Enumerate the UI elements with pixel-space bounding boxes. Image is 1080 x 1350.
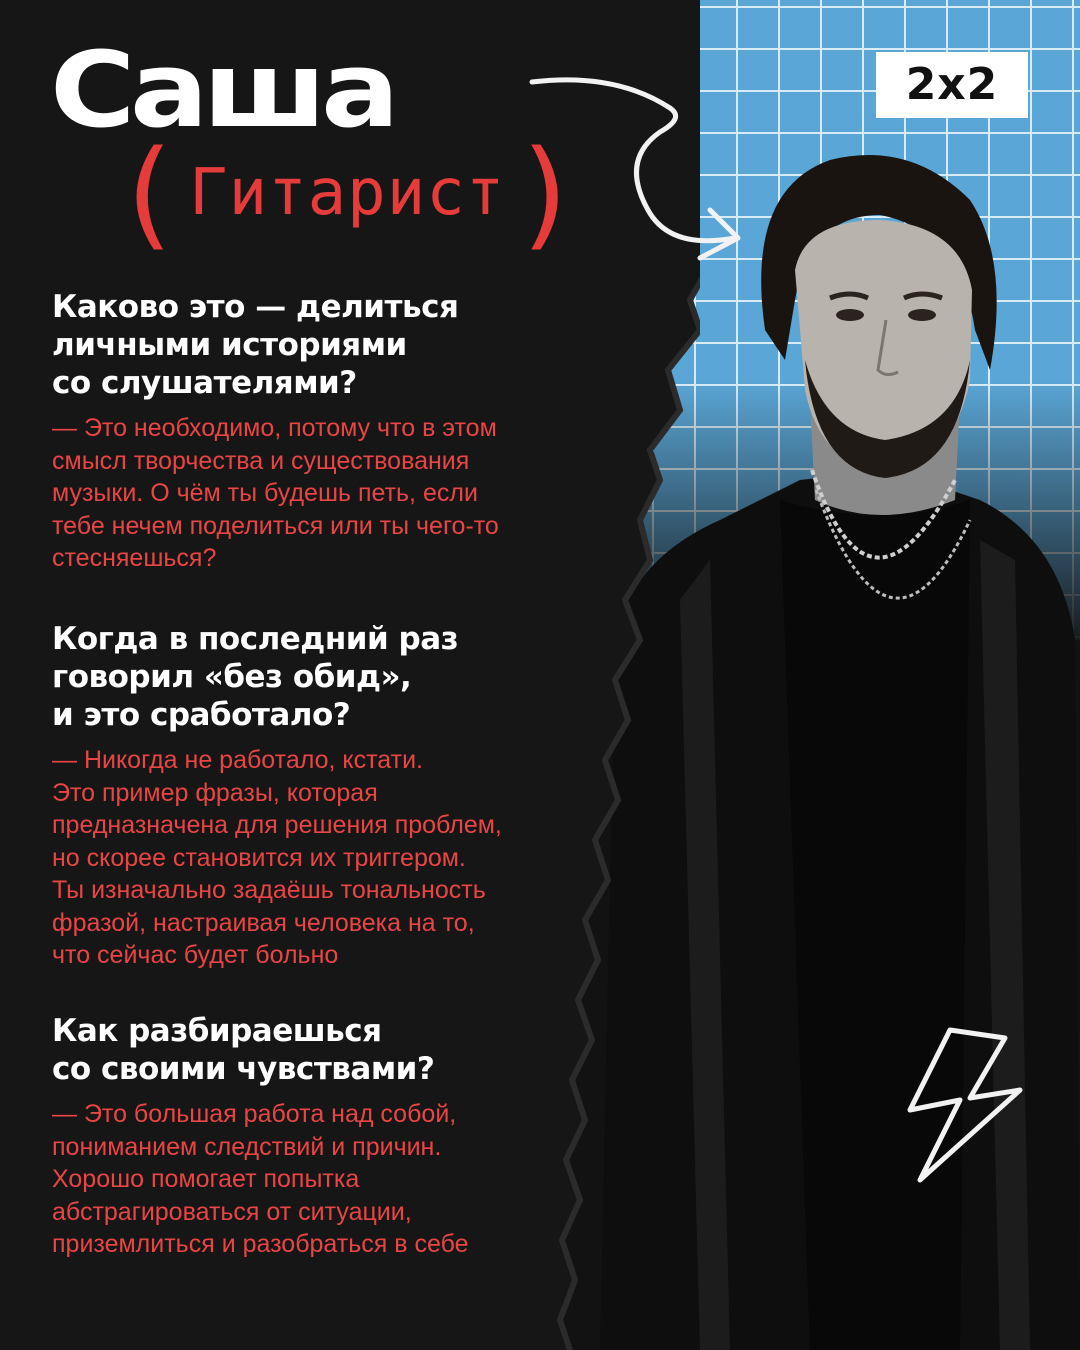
question-2 (52, 620, 612, 734)
answer-line: что сейчас будет больно (52, 941, 339, 969)
answer-3 (52, 1098, 612, 1261)
answer-line: — Это большая работа над собой, (52, 1100, 457, 1128)
role-text: Гитарист (189, 156, 506, 230)
person-role (112, 124, 583, 262)
answer-line: приземлиться и разобраться в себе (52, 1230, 469, 1258)
question-1 (52, 288, 612, 402)
question-line: и это сработало? (52, 697, 351, 733)
answer-2 (52, 744, 612, 972)
answer-line: стесняешься? (52, 544, 217, 572)
role-paren-close: ) (511, 124, 583, 262)
answer-line: Ты изначально задаёшь тональность (52, 876, 486, 904)
answer-line: Хорошо помогает попытка (52, 1165, 360, 1193)
answer-line: Это пример фразы, которая (52, 778, 378, 807)
question-line: Когда в последний раз (52, 621, 459, 657)
role-paren-open: ( (112, 124, 184, 262)
question-line: говорил «без обид», (52, 659, 412, 695)
question-line: со своими чувствами? (52, 1051, 435, 1087)
answer-line: — Никогда не работало, кстати. (52, 746, 423, 774)
lightning-doodle-icon (880, 1020, 1040, 1190)
answer-1 (52, 412, 612, 575)
question-line: Как разбираешься (52, 1013, 382, 1049)
answer-line: фразой, настраивая человека на то, (52, 908, 475, 937)
question-3 (52, 1012, 612, 1088)
question-line: со слушателями? (52, 365, 357, 401)
question-line: Каково это — делиться (52, 289, 459, 325)
answer-line: смысл творчества и существования (52, 446, 470, 475)
answer-line: но скорее становится их триггером. (52, 843, 466, 872)
logo-text: 2x2 (905, 59, 999, 110)
person-name: Саша (50, 29, 394, 151)
answer-line: предназначена для решения проблем, (52, 811, 502, 839)
qa-block-3 (52, 1012, 612, 1261)
question-line: личными историями (52, 327, 407, 363)
answer-line: пониманием следствий и причин. (52, 1132, 442, 1161)
qa-block-1 (52, 288, 612, 575)
answer-line: — Это необходимо, потому что в этом (52, 414, 497, 442)
answer-line: тебе нечем поделиться или ты чего-то (52, 511, 499, 540)
answer-line: абстрагироваться от ситуации, (52, 1197, 412, 1226)
answer-line: музыки. О чём ты будешь петь, если (52, 479, 478, 507)
channel-logo (876, 52, 1028, 118)
qa-block-2 (52, 620, 612, 972)
